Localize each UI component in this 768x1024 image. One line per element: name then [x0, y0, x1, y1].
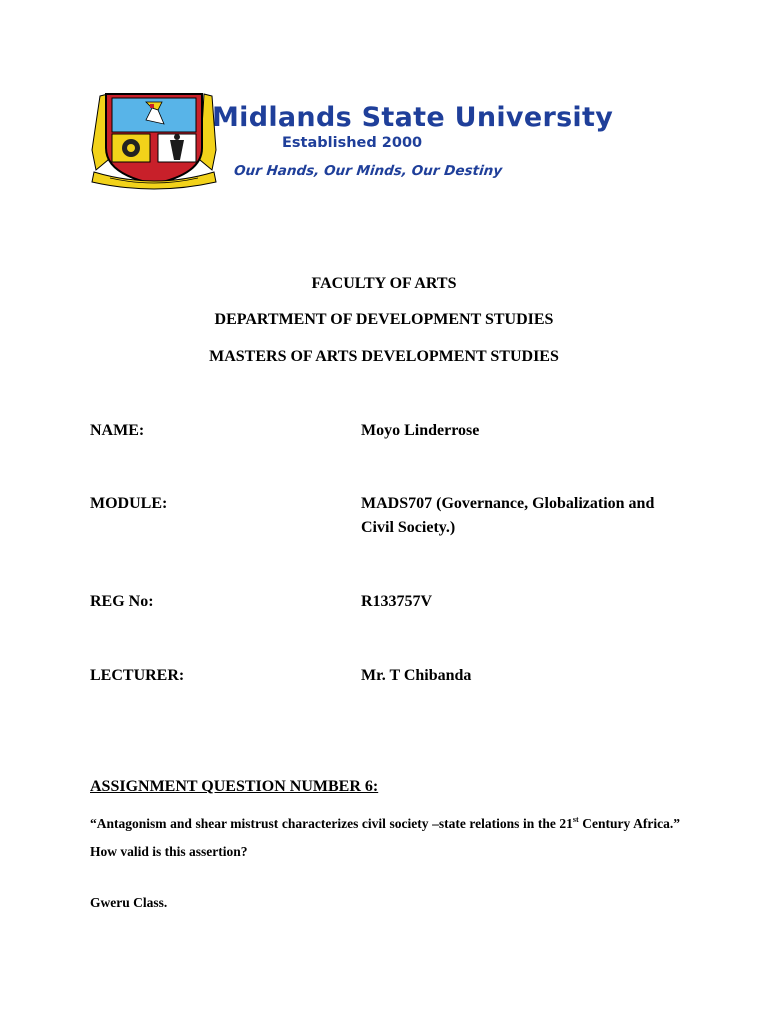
question-superscript: st: [572, 815, 579, 824]
name-value: Moyo Linderrose: [361, 422, 480, 439]
reg-no-value: R133757V: [361, 593, 433, 610]
reg-no-label: REG No:: [90, 593, 154, 610]
university-crest-icon: [88, 90, 220, 190]
programme-heading: MASTERS OF ARTS DEVELOPMENT STUDIES: [209, 348, 559, 365]
name-label: NAME:: [90, 422, 145, 439]
question-text-part1: “Antagonism and shear mistrust characterizes civil society –state relations in the 21: [90, 816, 573, 831]
lecturer-value: Mr. T Chibanda: [361, 667, 472, 684]
established-text: Established 2000: [282, 135, 423, 151]
class-name: Gweru Class.: [90, 895, 168, 910]
module-value: MADS707 (Governance, Globalization and Civil Society.): [361, 495, 655, 536]
university-motto: Our Hands, Our Minds, Our Destiny: [233, 163, 503, 179]
department-heading: DEPARTMENT OF DEVELOPMENT STUDIES: [214, 311, 554, 328]
lecturer-label: LECTURER:: [90, 667, 185, 684]
faculty-heading: FACULTY OF ARTS: [311, 275, 457, 292]
module-label: MODULE:: [90, 495, 168, 512]
assignment-title: ASSIGNMENT QUESTION NUMBER 6:: [90, 778, 379, 795]
question-text-part2: Century Africa.” How valid is this assertion?: [90, 816, 680, 859]
assignment-question: [90, 810, 680, 866]
university-name: Midlands State University: [212, 102, 614, 133]
